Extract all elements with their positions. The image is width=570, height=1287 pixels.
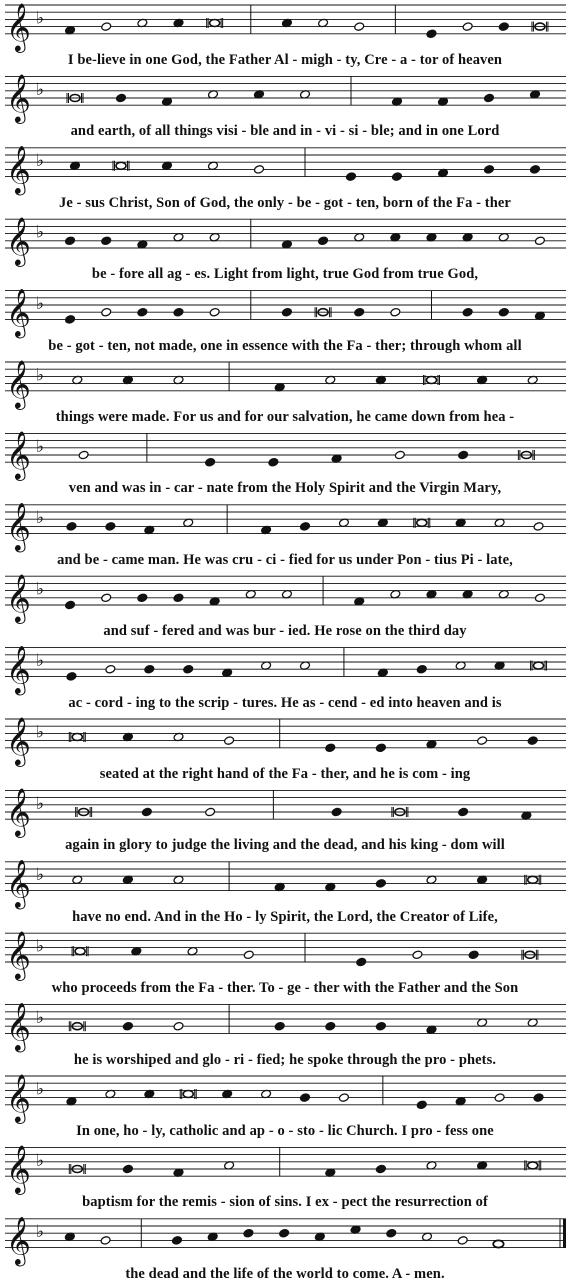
treble-clef-icon: 𝄞 [6,501,31,551]
note [494,1093,505,1103]
lyric-line: who proceeds from the Fa - ther. To - ge - ther with the Father and the Son [51,980,519,997]
lyric-line: ven and was in - car - nate from the Holy Spirit and the Virgin Mary, [68,480,502,497]
note [354,22,365,32]
note [484,165,495,175]
flat-key-signature-icon: ♭ [36,865,45,886]
note [300,522,311,532]
note [533,522,544,532]
note [477,736,488,746]
staff-system [5,145,566,196]
flat-key-signature-icon: ♭ [36,936,45,957]
note [390,307,401,317]
treble-clef-icon: 𝄞 [6,216,31,265]
flat-key-signature-icon: ♭ [36,1222,45,1243]
note [462,22,473,32]
treble-clef-icon: 𝄞 [6,144,31,194]
flat-key-signature-icon: ♭ [36,365,45,386]
staff-system [5,1073,566,1124]
note [331,807,342,817]
note [141,807,152,817]
treble-clef-icon: 𝄞 [6,1,31,51]
note [426,29,437,39]
staff-system [5,359,566,410]
note [392,172,403,182]
lyric-line: and suf - fered and was bur - ied. He rose on the third day [103,623,467,640]
flat-key-signature-icon: ♭ [36,722,45,743]
note [354,307,365,317]
note [65,600,76,610]
note [533,1093,544,1103]
treble-clef-icon: 𝄞 [6,573,31,622]
treble-clef-icon: 𝄞 [6,430,31,480]
note [394,450,405,460]
staff-system [5,1144,566,1195]
note [173,1021,184,1031]
treble-clef-icon: 𝄞 [6,1072,31,1122]
staff-system [5,430,566,481]
lyric-line: be - fore all ag - es. Light from light, true God from true God, [91,266,479,283]
lyric-line: be - got - ten, not made, one in essence with the Fa - ther; through whom all [48,337,522,354]
note [137,307,148,317]
note [484,93,495,103]
flat-key-signature-icon: ♭ [36,151,45,172]
staff-system [5,716,566,767]
note [386,1228,397,1238]
note [268,457,279,467]
note [458,807,469,817]
note [66,672,77,682]
note [457,1236,468,1246]
note [346,172,357,182]
treble-clef-icon: 𝄞 [6,1144,31,1194]
treble-clef-icon: 𝄞 [6,787,31,837]
treble-clef-icon: 𝄞 [6,930,31,979]
note [375,1164,386,1174]
note [243,950,254,960]
staff-system [5,2,566,53]
final-bar-thick [563,1219,566,1248]
staff-system [5,573,566,624]
note [116,93,127,103]
note [462,307,473,317]
note [172,1236,183,1246]
note [416,664,427,674]
note [468,950,479,960]
flat-key-signature-icon: ♭ [36,436,45,457]
note [224,736,235,746]
note [101,22,112,32]
note [100,1236,111,1246]
staff-system [5,216,566,267]
lyric-line: baptism for the remis - sion of sins. I ex - pect the resurrection of [82,1194,488,1211]
note [122,1164,133,1174]
note [375,743,386,753]
note [137,593,148,603]
note [65,236,76,246]
treble-clef-icon: 𝄞 [6,287,31,337]
note [338,1093,349,1103]
note [279,1228,290,1238]
flat-key-signature-icon: ♭ [36,508,45,529]
note [105,664,116,674]
lyric-line: I be-lieve in one God, the Father Al - migh - ty, Cre - a - tor of heaven [67,52,503,68]
lyric-line: he is worshiped and glo - ri - fied; he spoke through the pro - phets. [73,1051,497,1068]
lyric-line: Je - sus Christ, Son of God, the only - be - got - ten, born of the Fa - ther [59,194,511,211]
note [412,950,423,960]
flat-key-signature-icon: ♭ [36,294,45,314]
note [78,450,89,460]
note [325,1021,336,1031]
staff-system [5,73,566,124]
note [274,1021,285,1031]
note [101,236,112,246]
note [530,165,541,175]
staff-system [5,859,566,910]
note [205,807,216,817]
note [534,236,545,246]
flat-key-signature-icon: ♭ [36,651,45,671]
note [318,236,329,246]
lyric-line: In one, ho - ly, catholic and ap - o - sto - lic Church. I pro - fess one [76,1123,494,1139]
treble-clef-icon: 𝄞 [6,358,31,408]
note [300,1093,311,1103]
note [493,1240,503,1247]
note [173,593,184,603]
treble-clef-icon: 𝄞 [6,715,31,765]
note [375,879,386,889]
flat-key-signature-icon: ♭ [36,1079,45,1100]
note [281,307,292,317]
flat-key-signature-icon: ♭ [36,1008,45,1028]
note [416,1100,427,1110]
note [243,1228,254,1238]
note [209,307,220,317]
note [66,522,77,532]
note [183,664,194,674]
flat-key-signature-icon: ♭ [36,793,45,814]
note [254,165,265,175]
note [122,1021,133,1031]
lyric-line: seated at the right hand of the Fa - ther, and he is com - ing [99,766,471,782]
flat-key-signature-icon: ♭ [36,1150,45,1171]
note [105,522,116,532]
flat-key-signature-icon: ♭ [36,8,45,29]
note [205,457,216,467]
staff-system [5,1001,566,1052]
flat-key-signature-icon: ♭ [36,79,45,100]
note [498,22,509,32]
note [527,736,538,746]
note [101,593,112,603]
lyric-line: again in glory to judge the living and the dead, and his king - dom will [65,837,505,854]
lyric-line: ac - cord - ing to the scrip - tures. He as - cend - ed into heaven and is [68,694,502,711]
note [65,315,76,325]
note [498,307,509,317]
treble-clef-icon: 𝄞 [6,644,31,694]
note [458,450,469,460]
treble-clef-icon: 𝄞 [6,858,31,908]
treble-clef-icon: 𝄞 [6,1215,31,1265]
lyric-line: things were made. For us and for our salvation, he came down from hea - [55,409,515,425]
treble-clef-icon: 𝄞 [6,1001,31,1051]
staff-system [5,787,566,838]
note [325,743,336,753]
staff-system [5,287,566,338]
flat-key-signature-icon: ♭ [36,222,45,243]
flat-key-signature-icon: ♭ [36,579,45,600]
lyric-line: and earth, of all things visi - ble and in - vi - si - ble; and in one Lord [70,123,500,140]
note [375,1021,386,1031]
treble-clef-icon: 𝄞 [6,73,31,123]
note [173,307,184,317]
note [356,957,367,967]
note [144,664,155,674]
lyric-line: have no end. And in the Ho - ly Spirit, the Lord, the Creator of Life, [72,908,498,925]
staff-system [5,930,566,981]
staff-system [5,1216,566,1267]
lyric-line: and be - came man. He was cru - ci - fied for us under Pon - tius Pi - late, [57,551,513,568]
staff-system [5,502,566,553]
staff-system [5,644,566,695]
note [534,593,545,603]
note [101,307,112,317]
lyric-line: the dead and the life of the world to come. A - men. [125,1265,445,1282]
